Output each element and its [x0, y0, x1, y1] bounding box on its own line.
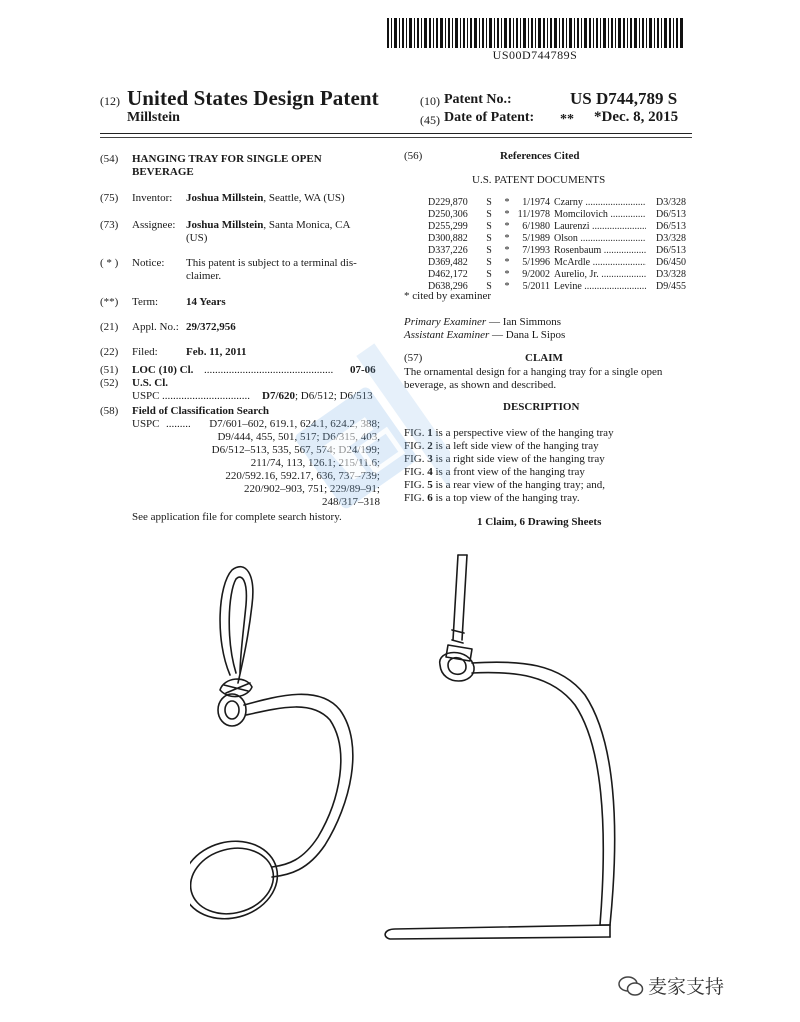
fig-text: is a front view of the hanging tray	[432, 466, 585, 478]
watermark-text: 麦家支持	[648, 976, 725, 998]
code-58: (58)	[100, 405, 119, 417]
fig-prefix: FIG.	[404, 479, 428, 491]
reference-name: McArdle .....	[554, 257, 646, 269]
reference-name: Olson .....	[554, 233, 646, 245]
reference-name: Czarny .....	[554, 197, 646, 209]
fig-text: is a right side view of the hanging tray	[432, 453, 605, 465]
reference-date: 6/1980	[522, 221, 550, 232]
reference-row	[428, 257, 686, 269]
fig-number: 1	[427, 427, 433, 439]
code-21: (21)	[100, 321, 119, 333]
assistant-examiner-name: — Dana L Sipos	[489, 329, 566, 341]
us-cl-main: D7/620	[262, 390, 295, 402]
us-cl-dots: ................................	[162, 390, 250, 402]
reference-date: 9/2002	[522, 269, 550, 280]
reference-star: *	[504, 209, 510, 220]
fig-number: 6	[427, 492, 433, 504]
field-search-line: D9/444, 455, 501, 517; D6/315, 403,	[217, 431, 380, 443]
field-search-line: 211/74, 113, 126.1; 215/11.6;	[250, 457, 380, 469]
reference-name: Rosenbaum .....	[554, 245, 646, 257]
loc-value: 07-06	[350, 364, 376, 376]
fig-number: 4	[427, 466, 433, 478]
fig-text: is a perspective view of the hanging tray	[432, 427, 614, 439]
reference-star: *	[504, 269, 510, 280]
reference-class: D6/513	[656, 245, 686, 256]
document-title: United States Design Patent	[127, 86, 379, 110]
reference-number: D229,870	[428, 197, 468, 208]
assistant-examiner-label: Assistant Examiner	[404, 329, 490, 341]
barcode-number: US00D744789S	[492, 48, 578, 62]
reference-name: Aurelio, Jr. .....	[554, 269, 646, 281]
patent-drawings	[190, 545, 710, 965]
reference-kind: S	[486, 269, 492, 280]
field-search-label: Field of Classification Search	[132, 405, 269, 417]
patent-title-line2: BEVERAGE	[132, 166, 194, 178]
us-cl-uspc: USPC	[132, 390, 160, 402]
assignee-name: Joshua Millstein	[186, 219, 264, 231]
us-cl-rest: ; D6/512; D6/513	[295, 390, 373, 402]
watermark-logo	[270, 330, 450, 560]
assignee	[186, 219, 350, 232]
reference-star: *	[504, 197, 510, 208]
reference-date: 7/1993	[522, 245, 550, 256]
appl-no-label: Appl. No.:	[132, 321, 179, 333]
primary-examiner-name: — Ian Simmons	[486, 316, 562, 328]
reference-date: 5/1996	[522, 257, 550, 268]
reference-class: D3/328	[656, 197, 686, 208]
assignee-label: Assignee:	[132, 219, 176, 231]
reference-class: D6/513	[656, 221, 686, 232]
reference-number: D369,482	[428, 257, 468, 268]
notice-text-line2: claimer.	[186, 270, 222, 282]
field-search-line: 248/317–318	[321, 496, 380, 508]
reference-number: D255,299	[428, 221, 468, 232]
code-75: (75)	[100, 192, 119, 204]
fig-prefix: FIG.	[404, 466, 428, 478]
perspective-view-drawing	[190, 567, 353, 929]
field-search-uspc: USPC	[132, 418, 160, 430]
field-search-dots: .........	[166, 418, 191, 430]
reference-star: *	[504, 233, 510, 244]
reference-row	[428, 233, 686, 245]
fig-number: 5	[427, 479, 433, 491]
primary-examiner	[404, 316, 561, 329]
reference-row	[428, 245, 686, 257]
us-cl-label: U.S. Cl.	[132, 377, 169, 389]
reference-kind: S	[486, 245, 492, 256]
patent-title-line1: HANGING TRAY FOR SINGLE OPEN	[132, 153, 322, 165]
claims-summary: 1 Claim, 6 Drawing Sheets	[477, 516, 602, 528]
fig-number: 3	[427, 453, 433, 465]
reference-date: 11/1978	[517, 209, 550, 220]
inventor-name: Joshua Millstein	[186, 192, 264, 204]
reference-number: D638,296	[428, 281, 468, 292]
code-45: (45)	[420, 113, 440, 127]
reference-number: D300,882	[428, 233, 468, 244]
code-10: (10)	[420, 94, 440, 108]
reference-class: D6/450	[656, 257, 686, 268]
fig-prefix: FIG.	[404, 440, 428, 452]
reference-date: 1/1974	[522, 197, 550, 208]
references-subtitle: U.S. PATENT DOCUMENTS	[472, 174, 606, 186]
fig-text: is a rear view of the hanging tray; and,	[432, 479, 606, 491]
reference-name: Levine .....	[554, 281, 646, 293]
code-51: (51)	[100, 364, 119, 376]
description-title: DESCRIPTION	[503, 401, 580, 413]
claim-text-line1: The ornamental design for a hanging tray for a single open	[404, 366, 663, 378]
assignee-location: , Santa Monica, CA	[263, 219, 351, 231]
reference-row	[428, 197, 686, 209]
reference-date: 5/2011	[522, 281, 550, 292]
reference-kind: S	[486, 209, 492, 220]
cited-by-examiner: * cited by examiner	[404, 290, 492, 302]
inventor	[186, 192, 345, 205]
field-search-line: D6/512–513, 535, 567, 574; D24/199;	[211, 444, 380, 456]
fig-prefix: FIG.	[404, 492, 428, 504]
date-stars: **	[560, 112, 574, 127]
appl-no-value: 29/372,956	[186, 321, 236, 333]
code-term: (**)	[100, 296, 119, 308]
fig-prefix: FIG.	[404, 453, 428, 465]
reference-star: *	[504, 221, 510, 232]
barcode	[385, 18, 685, 48]
term-label: Term:	[132, 296, 159, 308]
reference-number: D250,306	[428, 209, 468, 220]
fig-text: is a top view of the hanging tray.	[432, 492, 580, 504]
reference-number: D337,226	[428, 245, 468, 256]
term-value: 14 Years	[186, 296, 226, 308]
notice-text-line1: This patent is subject to a terminal dis-	[186, 257, 357, 269]
reference-class: D6/513	[656, 209, 686, 220]
reference-number: D462,172	[428, 269, 468, 280]
field-search-line: D7/601–602, 619.1, 624.1, 624.2, 388;	[209, 418, 380, 430]
fig-text: is a left side view of the hanging tray	[432, 440, 599, 452]
reference-name: Momcilovich .....	[554, 209, 646, 221]
code-56: (56)	[404, 150, 423, 162]
patent-no-label: Patent No.:	[444, 92, 512, 107]
code-notice: ( * )	[100, 257, 119, 269]
notice-label: Notice:	[132, 257, 165, 269]
reference-kind: S	[486, 233, 492, 244]
fig-prefix: FIG.	[404, 427, 428, 439]
fig-number: 2	[427, 440, 433, 452]
reference-kind: S	[486, 281, 492, 292]
see-application-note: See application file for complete search history.	[132, 511, 342, 523]
reference-row	[428, 209, 686, 221]
reference-date: 5/1989	[522, 233, 550, 244]
references-table	[428, 197, 686, 293]
loc-label: LOC (10) Cl.	[132, 364, 194, 376]
reference-star: *	[504, 281, 510, 292]
reference-row	[428, 221, 686, 233]
assignee-country: (US)	[186, 232, 208, 244]
side-view-drawing	[385, 555, 615, 939]
date-label: Date of Patent:	[444, 110, 535, 125]
patent-number: US D744,789 S	[570, 89, 678, 108]
code-54: (54)	[100, 153, 119, 165]
reference-kind: S	[486, 221, 492, 232]
header-rule	[100, 133, 692, 134]
reference-star: *	[504, 257, 510, 268]
code-52: (52)	[100, 377, 119, 389]
field-search-line: 220/902–903, 751; 229/89–91;	[244, 483, 380, 495]
inventor-location: , Seattle, WA (US)	[263, 192, 345, 204]
applicant-name: Millstein	[127, 110, 180, 125]
code-12: (12)	[100, 94, 120, 108]
claim-text-line2: beverage, as shown and described.	[404, 379, 557, 391]
reference-kind: S	[486, 257, 492, 268]
field-search-line: 220/592.16, 592.17, 636, 737–739;	[225, 470, 380, 482]
header-rule-thin	[100, 137, 692, 138]
code-22: (22)	[100, 346, 119, 358]
filed-label: Filed:	[132, 346, 158, 358]
reference-star: *	[504, 245, 510, 256]
references-title: References Cited	[500, 150, 580, 162]
reference-class: D3/328	[656, 269, 686, 280]
code-73: (73)	[100, 219, 119, 231]
loc-dots: ...............................................	[204, 364, 334, 376]
reference-kind: S	[486, 197, 492, 208]
inventor-label: Inventor:	[132, 192, 173, 204]
wechat-icon	[618, 975, 644, 997]
reference-row	[428, 269, 686, 281]
claim-title: CLAIM	[525, 352, 563, 364]
primary-examiner-label: Primary Examiner	[404, 316, 487, 328]
reference-class: D9/455	[656, 281, 686, 292]
filed-value: Feb. 11, 2011	[186, 346, 247, 358]
reference-name: Laurenzi .....	[554, 221, 646, 233]
code-57: (57)	[404, 352, 423, 364]
reference-class: D3/328	[656, 233, 686, 244]
patent-date: *Dec. 8, 2015	[594, 109, 679, 125]
